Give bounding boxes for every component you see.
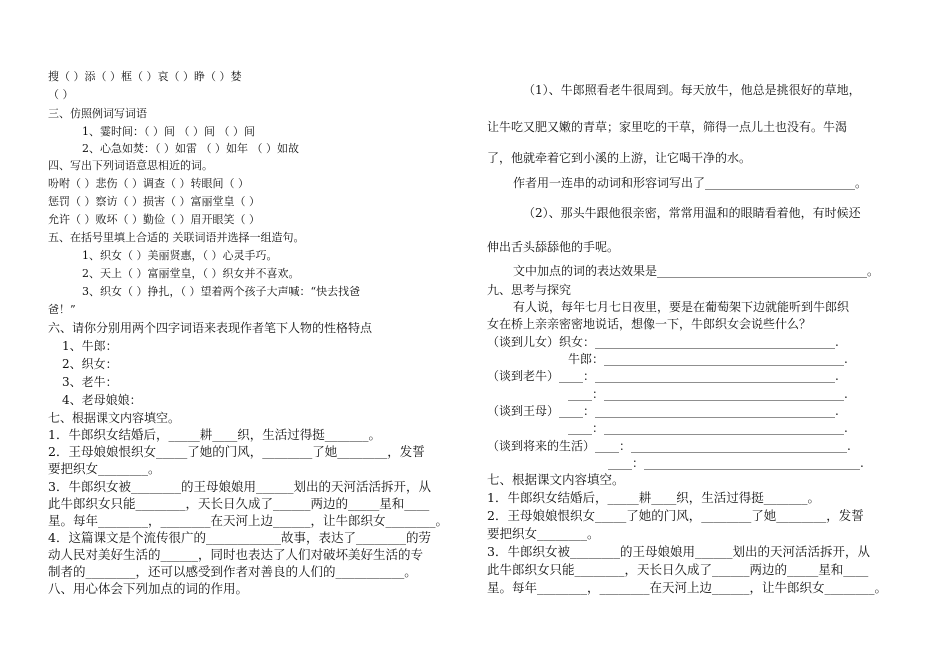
section-7-heading-repeat: 七、根据课文内容填空。	[487, 472, 625, 487]
exercise-5-3-cont: 爸！”	[48, 303, 76, 316]
exercise-5-1: 1、织女（ ）美丽贤惠，（ ）心灵手巧。	[82, 249, 278, 262]
dialogue-queen-2: ____：________________________________________.	[568, 421, 848, 435]
fill-blank-1-repeat: 1．牛郎织女结婚后，_____耕____织，生活过得挺_______。	[487, 490, 820, 505]
fill-blank-3-cont-repeat: 此牛郎织女只能________，天长日久成了______两边的_____星和____	[487, 562, 869, 577]
synonym-row-1: 吩咐（ ）悲伤（ ）调查（ ）转眼间（ ）	[48, 177, 249, 190]
passage-1-line-1: （1）、牛郎照看老牛很周到。每天放牛，他总是挑很好的草地，	[523, 83, 861, 97]
fill-blank-2-cont-repeat: 要把织女________。	[487, 526, 600, 541]
dialogue-future-2: ____：____________________________________.	[608, 456, 864, 470]
fill-blank-1: 1．牛郎织女结婚后，_____耕____织，生活过得挺_______。	[48, 427, 381, 442]
fill-blank-4: 4．这篇课文是个流传很广的____________故事，表达了________的劳	[48, 530, 431, 545]
dialogue-ox-2: ____：________________________________________.	[568, 387, 848, 401]
dialogue-ox-1: （谈到老牛）____：________________________________________.	[487, 369, 839, 383]
fill-blank-3-cont: 此牛郎织女只能________，天长日久成了______两边的_____星和____	[48, 496, 430, 511]
pinyin-word-line: 搜（ ）添（ ）框（ ）哀（ ）睁（ ）婪	[48, 70, 242, 83]
section-8-heading: 八、用心体会下列加点的词的作用。	[48, 581, 249, 596]
exercise-3-2: 2、心急如焚：（ ）如雷 （ ）如年 （ ）如故	[82, 142, 299, 155]
section-4-heading: 四、写出下列词语意思相近的词。	[48, 159, 213, 172]
fill-blank-2-repeat: 2．王母娘娘恨织女_____了她的门风，________了她________，发誓	[487, 508, 864, 523]
exercise-3-1: 1、霎时间：（ ）间 （ ）间 （ ）间	[82, 125, 255, 138]
fill-blank-3-end-repeat: 星。每年________，________在天河上边______，让牛郎织女________。	[487, 580, 888, 595]
pinyin-word-line-cont: （ ）	[48, 88, 74, 101]
passage-1-line-2: 让牛吃又肥又嫩的青草；家里吃的干草，筛得一点儿土也没有。牛渴	[487, 120, 848, 134]
passage-2-line-1: （2）、那头牛跟他很亲密，常常用温和的眼睛看着他，有时候还	[523, 206, 861, 220]
fill-blank-2: 2．王母娘娘恨织女_____了她的门风，________了她________，发誓	[48, 444, 425, 459]
exercise-5-2: 2、天上（ ）富丽堂皇，（ ）织女并不喜欢。	[82, 267, 300, 280]
section-7-heading: 七、根据课文内容填空。	[48, 411, 181, 425]
synonym-row-3: 允许（ ）败坏（ ）勤俭（ ）眉开眼笑（ ）	[48, 213, 260, 226]
section-3-heading: 三、仿照例词写词语	[48, 107, 147, 120]
dialogue-future-1: （谈到将来的生活）____：____________________________________.	[487, 439, 851, 453]
passage-2-line-2: 伸出舌头舔舔他的手呢。	[487, 240, 620, 254]
question-2-prompt: 文中加点的词的表达效果是___________________________________。	[513, 264, 880, 278]
section-5-heading: 五、在括号里填上合适的 关联词语并选择一组造句。	[48, 231, 305, 244]
character-zhinv: 2、织女：	[62, 357, 118, 371]
passage-1-line-3: 了，他就牵着它到小溪的上游，让它喝干净的水。	[487, 151, 752, 165]
question-1-prompt: 作者用一连串的动词和形容词写出了_________________________。	[513, 176, 868, 190]
dialogue-queen-1: （谈到王母）____：________________________________________.	[487, 404, 839, 418]
fill-blank-3: 3．牛郎织女被________的王母娘娘用______划出的天河活活拆开，从	[48, 479, 431, 494]
fill-blank-3-repeat: 3．牛郎织女被________的王母娘娘用______划出的天河活活拆开，从	[487, 544, 870, 559]
fill-blank-4-cont: 动人民对美好生活的______，同时也表达了人们对破坏美好生活的专	[48, 547, 424, 562]
section-9-intro-1: 有人说，每年七月七日夜里，要是在葡萄架下边就能听到牛郎织	[513, 300, 850, 314]
dialogue-children-zhinv: （谈到儿女）织女：________________________________________.	[487, 335, 839, 349]
fill-blank-2-cont: 要把织女________。	[48, 461, 161, 476]
character-laomu: 4、老母娘娘：	[62, 393, 142, 407]
dialogue-children-niulang: 牛郎：________________________________________.	[568, 352, 848, 366]
fill-blank-3-end: 星。每年________，________在天河上边______，让牛郎织女________。	[48, 513, 449, 528]
exercise-5-3: 3、织女（ ）挣扎，（ ）望着两个孩子大声喊：“快去找爸	[82, 285, 361, 298]
synonym-row-2: 惩罚（ ）察访（ ）损害（ ）富丽堂皇（ ）	[48, 195, 260, 208]
section-9-heading: 九、思考与探究	[487, 283, 572, 297]
section-6-heading: 六、请你分别用两个四字词语来表现作者笔下人物的性格特点	[48, 321, 373, 335]
section-9-intro-2: 女在桥上亲亲密密地说话，想像一下，牛郎织女会说些什么？	[487, 317, 812, 331]
fill-blank-4-end: 制者的________，还可以感受到作者对善良的人们的___________。	[48, 564, 417, 579]
character-niulang: 1、牛郎：	[62, 339, 118, 353]
character-laoniu: 3、老牛：	[62, 375, 118, 389]
